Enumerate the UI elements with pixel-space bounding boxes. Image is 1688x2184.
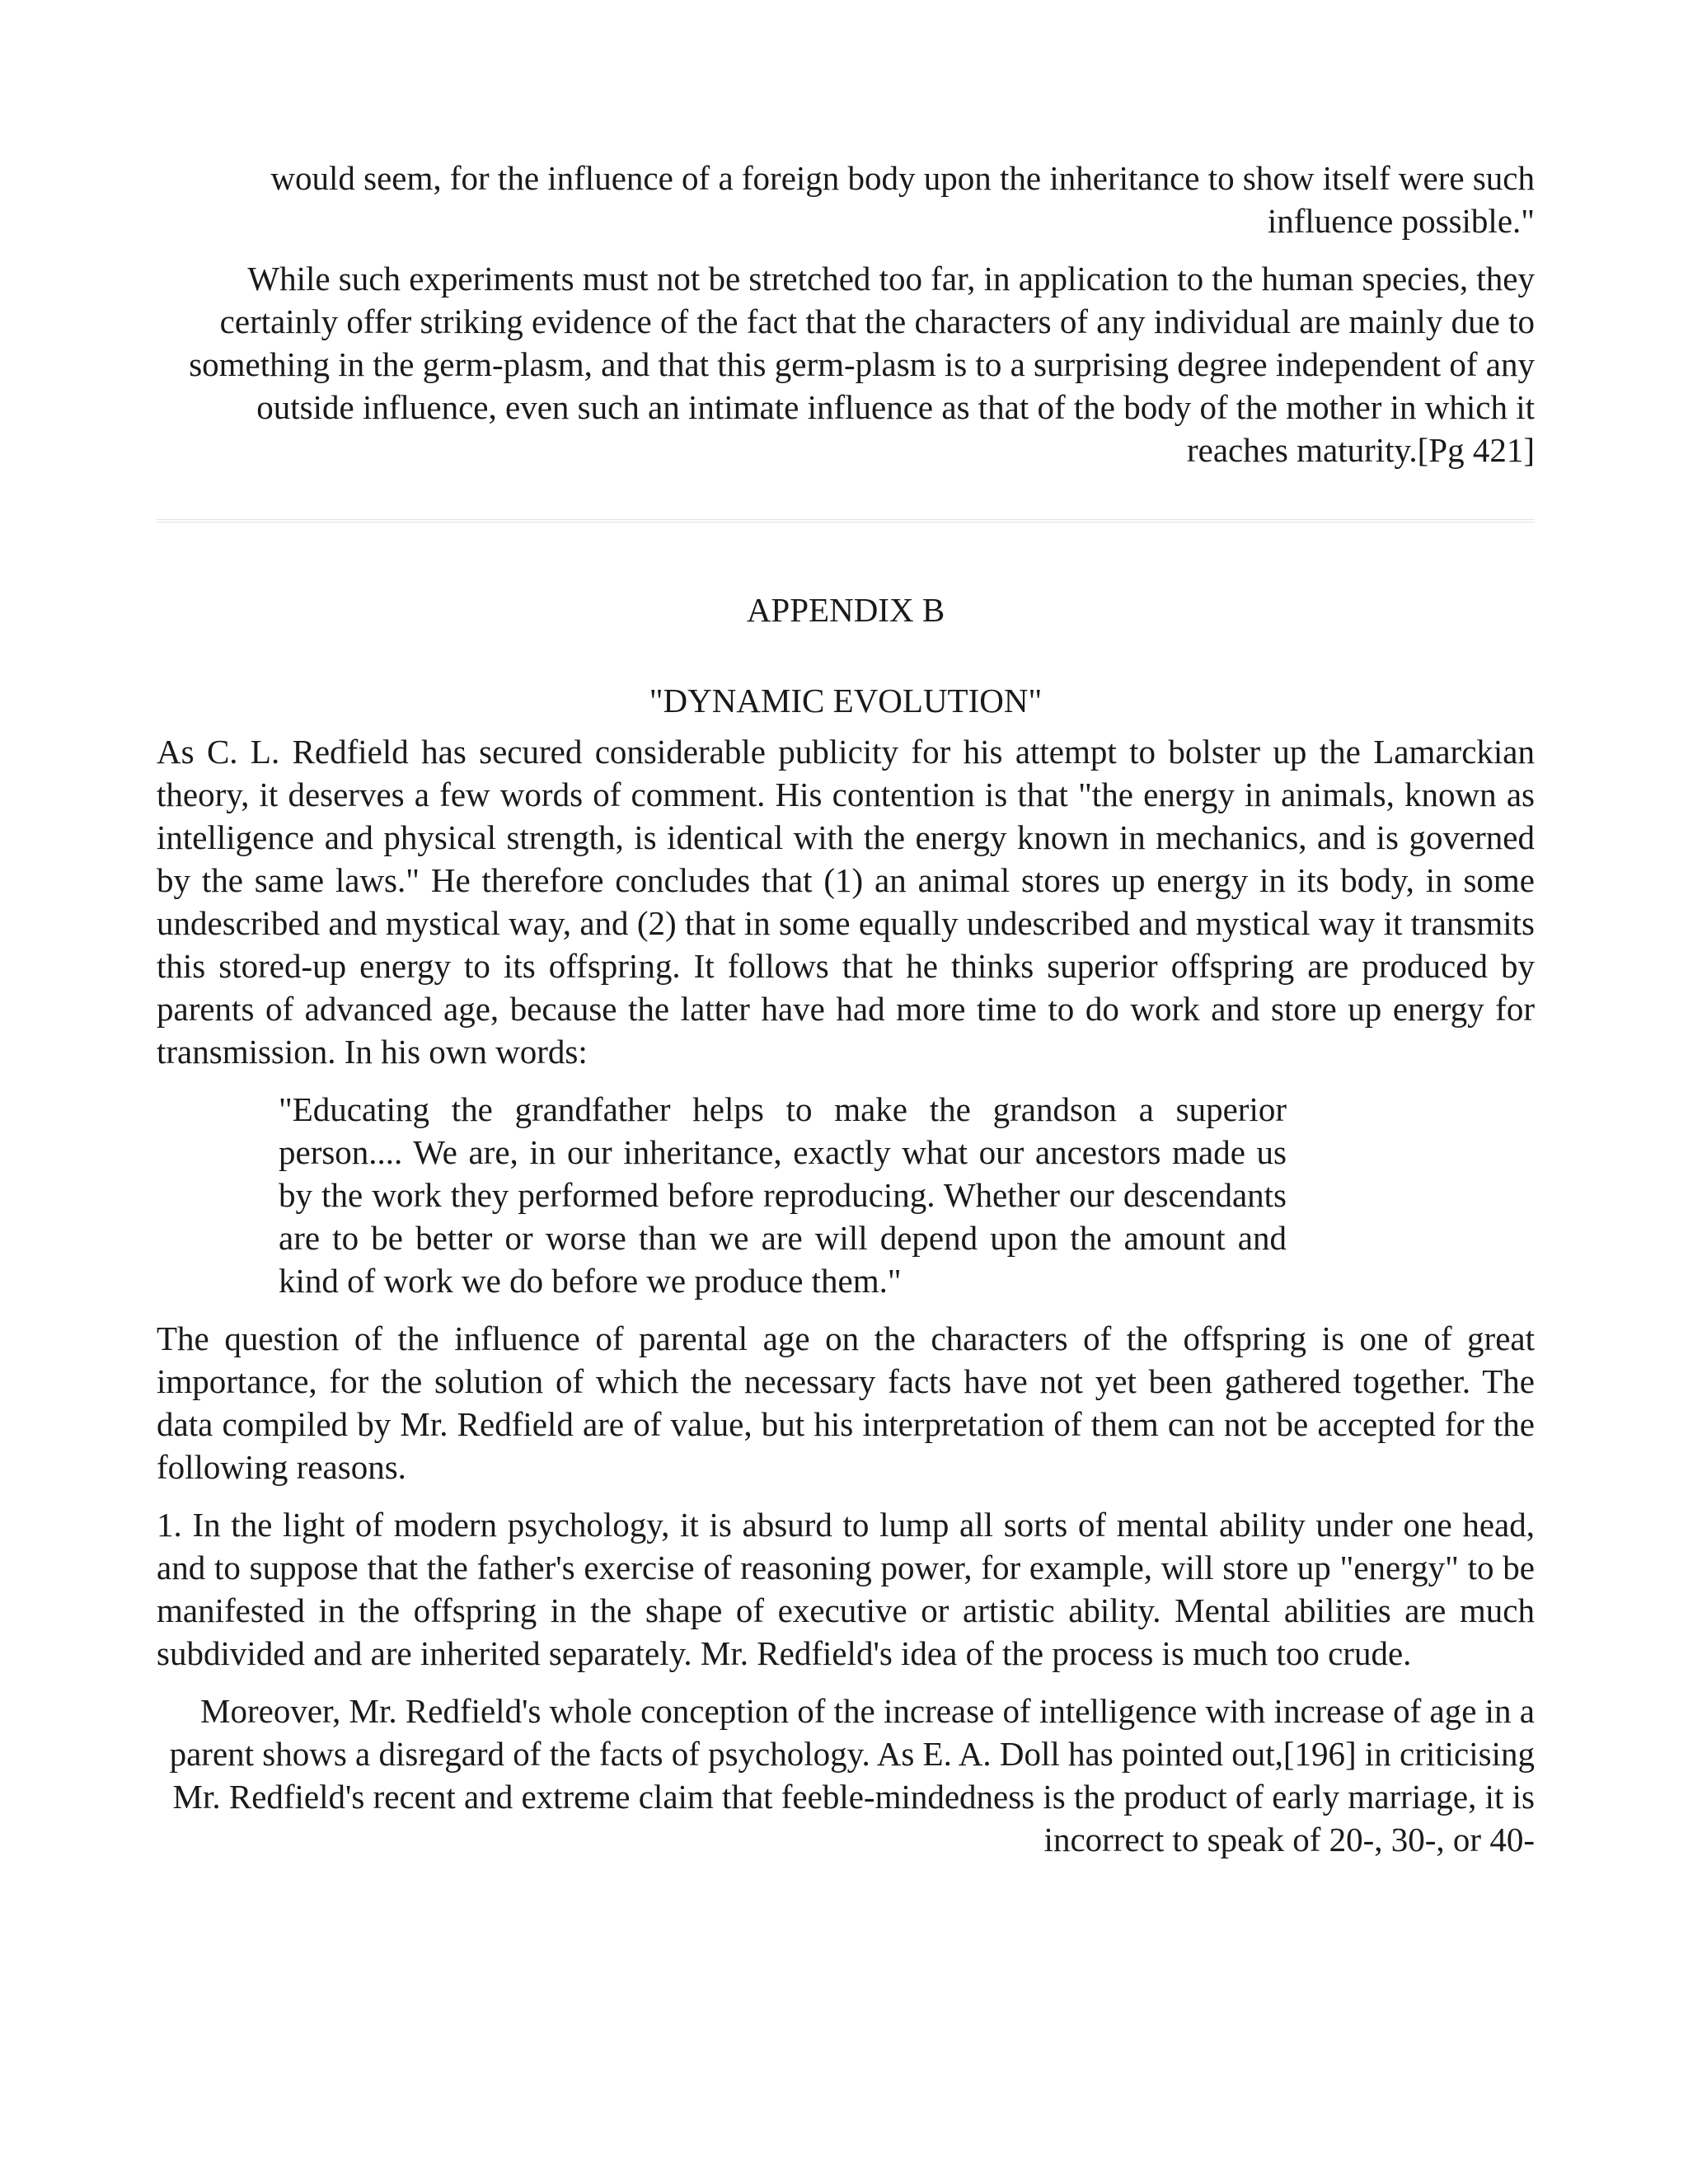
paragraph-germ-plasm bbox=[157, 257, 1535, 471]
blockquote-redfield: "Educating the grandfather helps to make the grandson a superior person.... We are, in our inheritance, exactly what our ancestors made us by the work they performed before reproducing. Whether our descendants are to be better or worse than we are will depend upon the amount and kind of work we do before we produce them." bbox=[279, 1090, 1287, 1300]
section-divider bbox=[157, 519, 1535, 523]
page-reference[interactable]: [Pg 421] bbox=[1417, 431, 1535, 469]
appendix-title: "DYNAMIC EVOLUTION" bbox=[649, 682, 1043, 719]
appendix-heading: APPENDIX B bbox=[746, 591, 945, 629]
paragraph-point-1: 1. In the light of modern psychology, it is absurd to lump all sorts of mental ability under one head, and to suppose that the father's exercise of reasoning power, for example, will store up "energy" to be manifested in the offspring in the shape of executive or artistic ability. Mental abilities are much subdivided and are inherited separately. Mr. Redfield's idea of the process is much too crude. bbox=[157, 1506, 1535, 1672]
book-page bbox=[157, 157, 1535, 1861]
paragraph-moreover: Moreover, Mr. Redfield's whole conception of the increase of intelligence with increase of age in a parent shows a disregard of the facts of psychology. As E. A. Doll has pointed out,[196] in criticising Mr. Redfield's recent and extreme claim that feeble-mindedness is the product of early marriage, it is incorrect to speak of 20-, 30-, or 40- bbox=[169, 1692, 1535, 1858]
paragraph-parental-age: The question of the influence of parental age on the characters of the offspring is one of great importance, for the solution of which the necessary facts have not yet been gathered together. The data compiled by Mr. Redfield are of value, but his interpretation of them can not be accepted for the following reasons. bbox=[157, 1319, 1535, 1486]
continued-paragraph: would seem, for the influence of a foreign body upon the inheritance to show itself were such influence possible." bbox=[270, 159, 1535, 240]
paragraph-germ-plasm-text: While such experiments must not be stretched too far, in application to the human species, they certainly offer striking evidence of the fact that the characters of any individual are mainly due to something in the germ-plasm, and that this germ-plasm is to a surprising degree independent of any outside influence, even such an intimate influence as that of the body of the mother in which it reaches maturity. bbox=[189, 260, 1535, 469]
paragraph-redfield-intro: As C. L. Redfield has secured considerable publicity for his attempt to bolster up the Lamarckian theory, it deserves a few words of comment. His contention is that "the energy in animals, known as intelligence and physical strength, is identical with the energy known in mechanics, and is governed by the same laws." He therefore concludes that (1) an animal stores up energy in its body, in some undescribed and mystical way, and (2) that in some equally undescribed and mystical way it transmits this stored-up energy to its offspring. It follows that he thinks superior offspring are produced by parents of advanced age, because the latter have had more time to do work and store up energy for transmission. In his own words: bbox=[157, 733, 1535, 1071]
